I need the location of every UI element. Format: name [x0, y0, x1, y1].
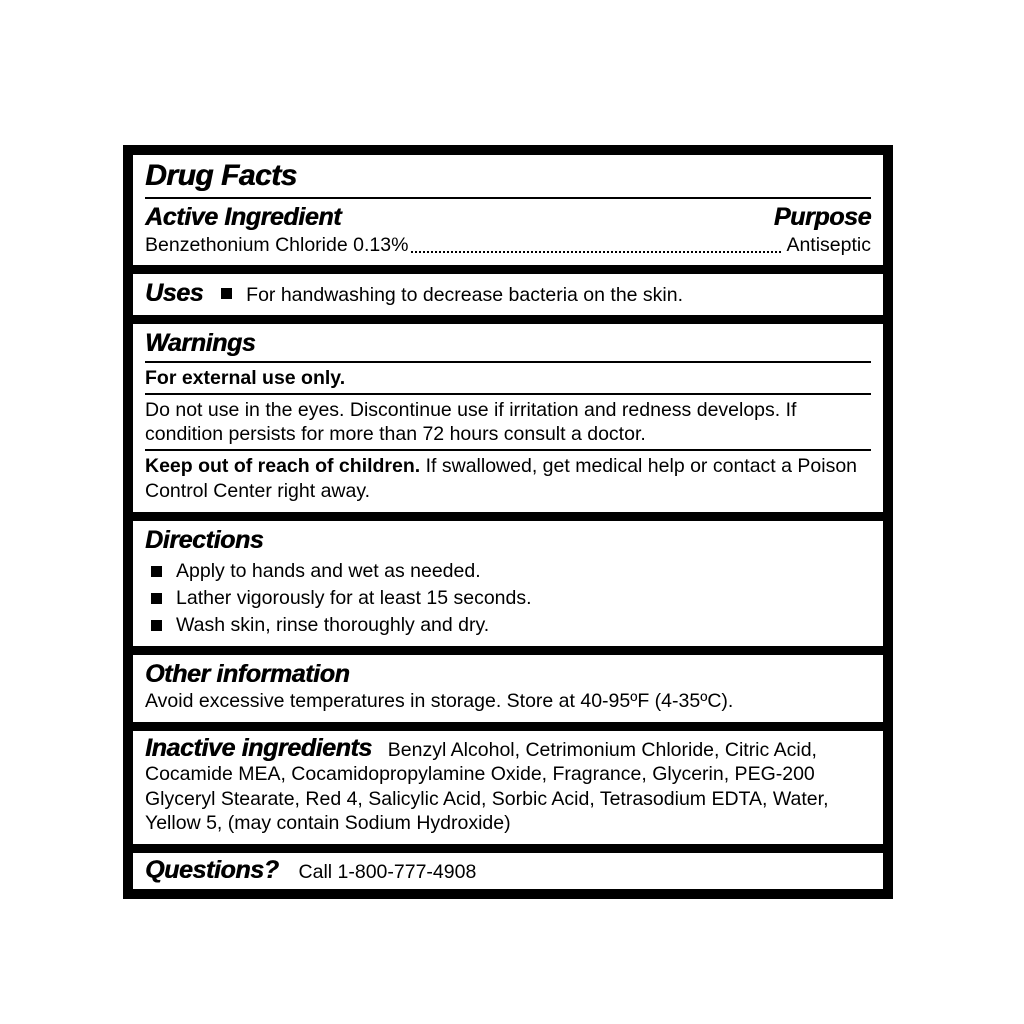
inactive-ingredients-paragraph [145, 735, 871, 835]
direction-step: Apply to hands and wet as needed. [176, 559, 481, 582]
list-item [151, 558, 871, 585]
square-bullet-icon [151, 620, 162, 631]
uses-row [145, 278, 871, 308]
drug-facts-title: Drug Facts [145, 159, 297, 192]
active-purpose-heads [145, 202, 871, 232]
purpose-value: Antiseptic [786, 233, 871, 256]
directions-list [145, 558, 871, 639]
keep-out-bold: Keep out of reach of children. [145, 455, 421, 478]
divider-rule [145, 361, 871, 363]
external-use-text: For external use only. [145, 366, 346, 389]
dot-leader [411, 251, 781, 253]
direction-step: Wash skin, rinse thoroughly and dry. [176, 613, 490, 636]
uses-text: For handwashing to decrease bacteria on the skin. [246, 283, 684, 306]
divider-rule [145, 393, 871, 395]
purpose-heading: Purpose [773, 202, 871, 231]
section-directions [133, 521, 883, 646]
active-ingredient-name: Benzethonium Chloride 0.13% [145, 233, 409, 256]
section-questions [133, 853, 883, 889]
section-active-ingredient [133, 155, 883, 265]
square-bullet-icon [151, 593, 162, 604]
warnings-heading: Warnings [145, 328, 256, 357]
drug-facts-label [123, 145, 893, 899]
section-uses [133, 274, 883, 315]
section-other-information [133, 655, 883, 722]
keep-out-text [145, 454, 871, 502]
section-warnings [133, 324, 883, 512]
list-item [151, 585, 871, 612]
square-bullet-icon [221, 288, 232, 299]
ingredient-row [145, 233, 871, 258]
active-ingredient-heading: Active Ingredient [145, 202, 342, 231]
questions-row [145, 855, 871, 885]
inactive-ingredients-text: Benzyl Alcohol, Cetrimonium Chloride, Citric Acid, Cocamide MEA, Cocamidopropylamine Oxide, Fragrance, Glycerin, PEG-200 Glyceryl Stearate, Red 4, Salicylic Acid, Sorbic Acid, Tetrasodium EDTA, Water, Yellow 5, (may contain Sodium Hydroxide) [145, 738, 829, 834]
directions-heading: Directions [145, 525, 264, 554]
uses-heading: Uses [145, 278, 204, 307]
other-information-heading: Other information [145, 659, 350, 688]
questions-phone-text: Call 1-800-777-4908 [298, 860, 477, 883]
inactive-ingredients-heading: Inactive ingredients [145, 733, 372, 762]
divider-rule [145, 197, 871, 199]
section-inactive-ingredients [133, 731, 883, 844]
square-bullet-icon [151, 566, 162, 577]
direction-step: Lather vigorously for at least 15 seconds. [176, 586, 532, 609]
divider-rule [145, 449, 871, 451]
other-information-text: Avoid excessive temperatures in storage. Store at 40-95ºF (4-35ºC). [145, 689, 734, 712]
questions-heading: Questions? [145, 855, 279, 884]
keep-out-rest: If swallowed, get medical help or contact a Poison Control Center right away. [145, 455, 858, 502]
do-not-use-text: Do not use in the eyes. Discontinue use if irritation and redness develops. If condition persists for more than 72 hours consult a doctor. [145, 399, 797, 446]
list-item [151, 612, 871, 639]
